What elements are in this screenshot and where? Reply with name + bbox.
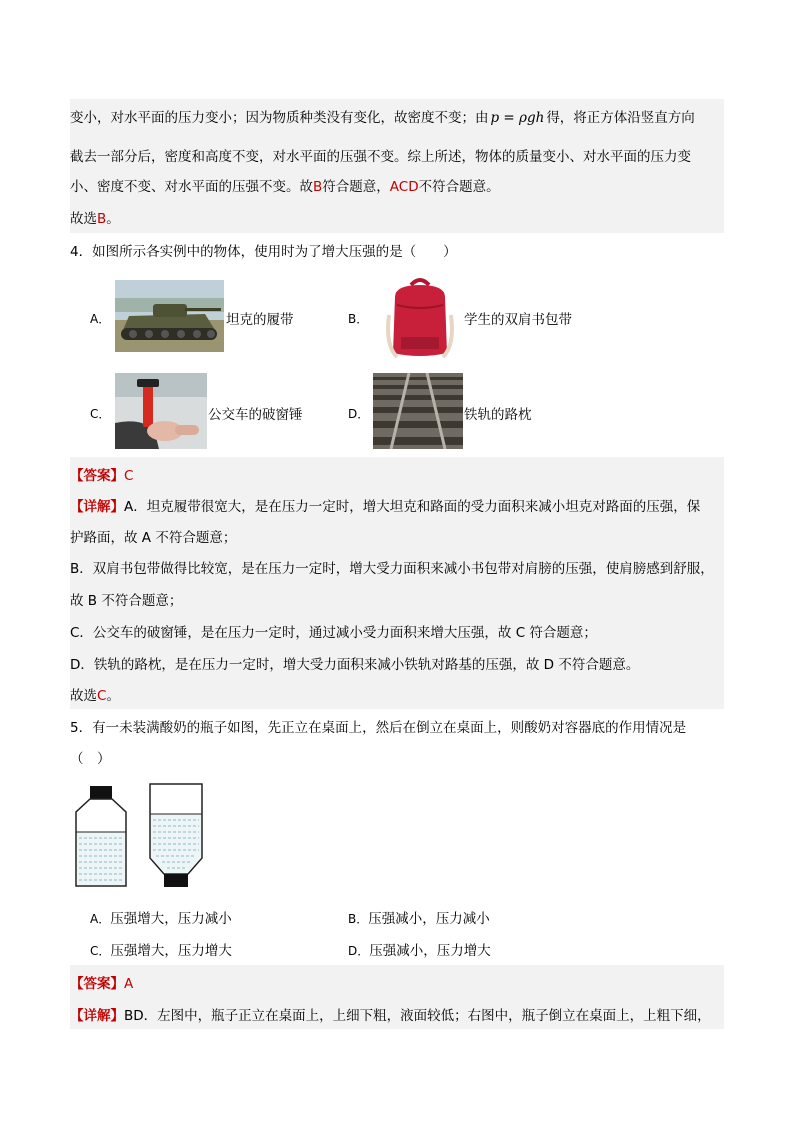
q3-conclusion: [70, 207, 120, 227]
q4-option-b[interactable]: [348, 275, 608, 365]
q3-text: 截去一部分后，密度和高度不变，对水平面的压强不变。综上所述，物体的质量变小、对水平面的压力变: [70, 149, 691, 165]
answer-label: 【答案】: [70, 976, 124, 992]
q4-conclusion: [70, 684, 120, 704]
option-ref: C: [97, 688, 107, 704]
q4-detail-line6: D．铁轨的路枕，是在压力一定时，增大受力面积来减小铁轨对路基的压强，故 D 不符合题意。: [70, 657, 640, 673]
railway-photo: [373, 373, 463, 449]
detail-label: 【详解】: [70, 1008, 124, 1024]
q3-text: 符合题意，: [322, 179, 390, 195]
option-letter: D．: [348, 944, 370, 958]
answer-value: A: [124, 976, 134, 992]
q3-text: 小、密度不变、对水平面的压强不变。故: [70, 179, 313, 195]
q4-detail-line5: C．公交车的破窗锤，是在压力一定时，通过减小受力面积来增大压强，故 C 符合题意；: [70, 625, 597, 641]
q4-detail-line3: B．双肩书包带做得比较宽，是在压力一定时，增大受力面积来减小书包带对肩膀的压强，使肩膀感到舒服，: [70, 561, 714, 577]
answer-value: C: [124, 468, 134, 484]
option-text: 压强增大，压力增大: [110, 943, 232, 959]
q5-stem-paren: （ ）: [70, 751, 111, 767]
option-letter: B．: [348, 912, 369, 926]
option-letter: C．: [90, 944, 111, 958]
q5-choice-c[interactable]: [90, 939, 232, 959]
option-text: 压强增大，压力减小: [110, 911, 232, 927]
q5-choice-b[interactable]: [348, 907, 490, 927]
q5-detail-line1: [70, 1004, 711, 1024]
q3-text: 不符合题意。: [418, 179, 500, 195]
option-letter: A．: [90, 912, 111, 926]
q3-text: 得，将正方体沿竖直方向: [546, 110, 695, 126]
upright-bottle: [76, 786, 126, 886]
q3-text: 故选: [70, 211, 97, 227]
q5-stem: 5．有一未装满酸奶的瓶子如图，先正立在桌面上，然后在倒立在桌面上，则酸奶对容器底的作用情况是: [70, 720, 687, 736]
q5-choice-a[interactable]: [90, 907, 232, 927]
q4-detail-line2: 护路面，故 A 不符合题意；: [70, 530, 237, 546]
inverted-bottle: [150, 784, 202, 887]
q4-detail-line1: [70, 495, 700, 515]
q4-option-d[interactable]: [348, 373, 588, 451]
q4-stem: 4．如图所示各实例中的物体，使用时为了增大压强的是（ ）: [70, 244, 457, 260]
option-letter: A．: [90, 312, 111, 326]
option-letter: B．: [348, 312, 369, 326]
q3-detail-line2: [70, 145, 691, 165]
option-ref: B: [97, 211, 107, 227]
option-text: 压强减小，压力减小: [368, 911, 490, 927]
q5-answer: [70, 972, 133, 992]
q4-detail-line4: 故 B 不符合题意；: [70, 593, 183, 609]
option-text: 压强减小，压力增大: [369, 943, 491, 959]
q3-detail-line1: [70, 106, 695, 126]
detail-label: 【详解】: [70, 499, 124, 515]
q4-answer: [70, 464, 133, 484]
formula: p = ρgh: [490, 110, 545, 126]
q3-detail-line3: [70, 175, 500, 195]
q3-text: 。: [106, 211, 120, 227]
answer-label: 【答案】: [70, 468, 124, 484]
option-text: 铁轨的路枕: [464, 407, 532, 423]
detail-text: BD．左图中，瓶子正立在桌面上，上细下粗，液面较低；右图中，瓶子倒立在桌面上，上粗下细，: [124, 1008, 711, 1024]
option-text: 学生的双肩书包带: [464, 312, 572, 328]
option-text: 坦克的履带: [226, 312, 294, 328]
q3-text: 变小，对水平面的压力变小；因为物质种类没有变化，故密度不变；由: [70, 110, 489, 126]
conclusion-text: 。: [106, 688, 120, 704]
q4-option-c[interactable]: [90, 373, 330, 451]
option-letter: C．: [90, 407, 111, 421]
hammer-photo: [115, 373, 207, 449]
detail-text: A．坦克履带很宽大，是在压力一定时，增大坦克和路面的受力面积来减小坦克对路面的压强，保: [124, 499, 701, 515]
conclusion-text: 故选: [70, 688, 97, 704]
option-letter: D．: [348, 407, 370, 421]
bottles-figure: [72, 782, 212, 892]
option-ref: ACD: [389, 179, 419, 195]
q4-option-a[interactable]: [90, 280, 330, 354]
tank-photo: [115, 280, 224, 352]
option-ref: B: [313, 179, 323, 195]
backpack-photo: [381, 275, 459, 363]
option-text: 公交车的破窗锤: [208, 407, 303, 423]
q5-choice-d[interactable]: [348, 939, 491, 959]
